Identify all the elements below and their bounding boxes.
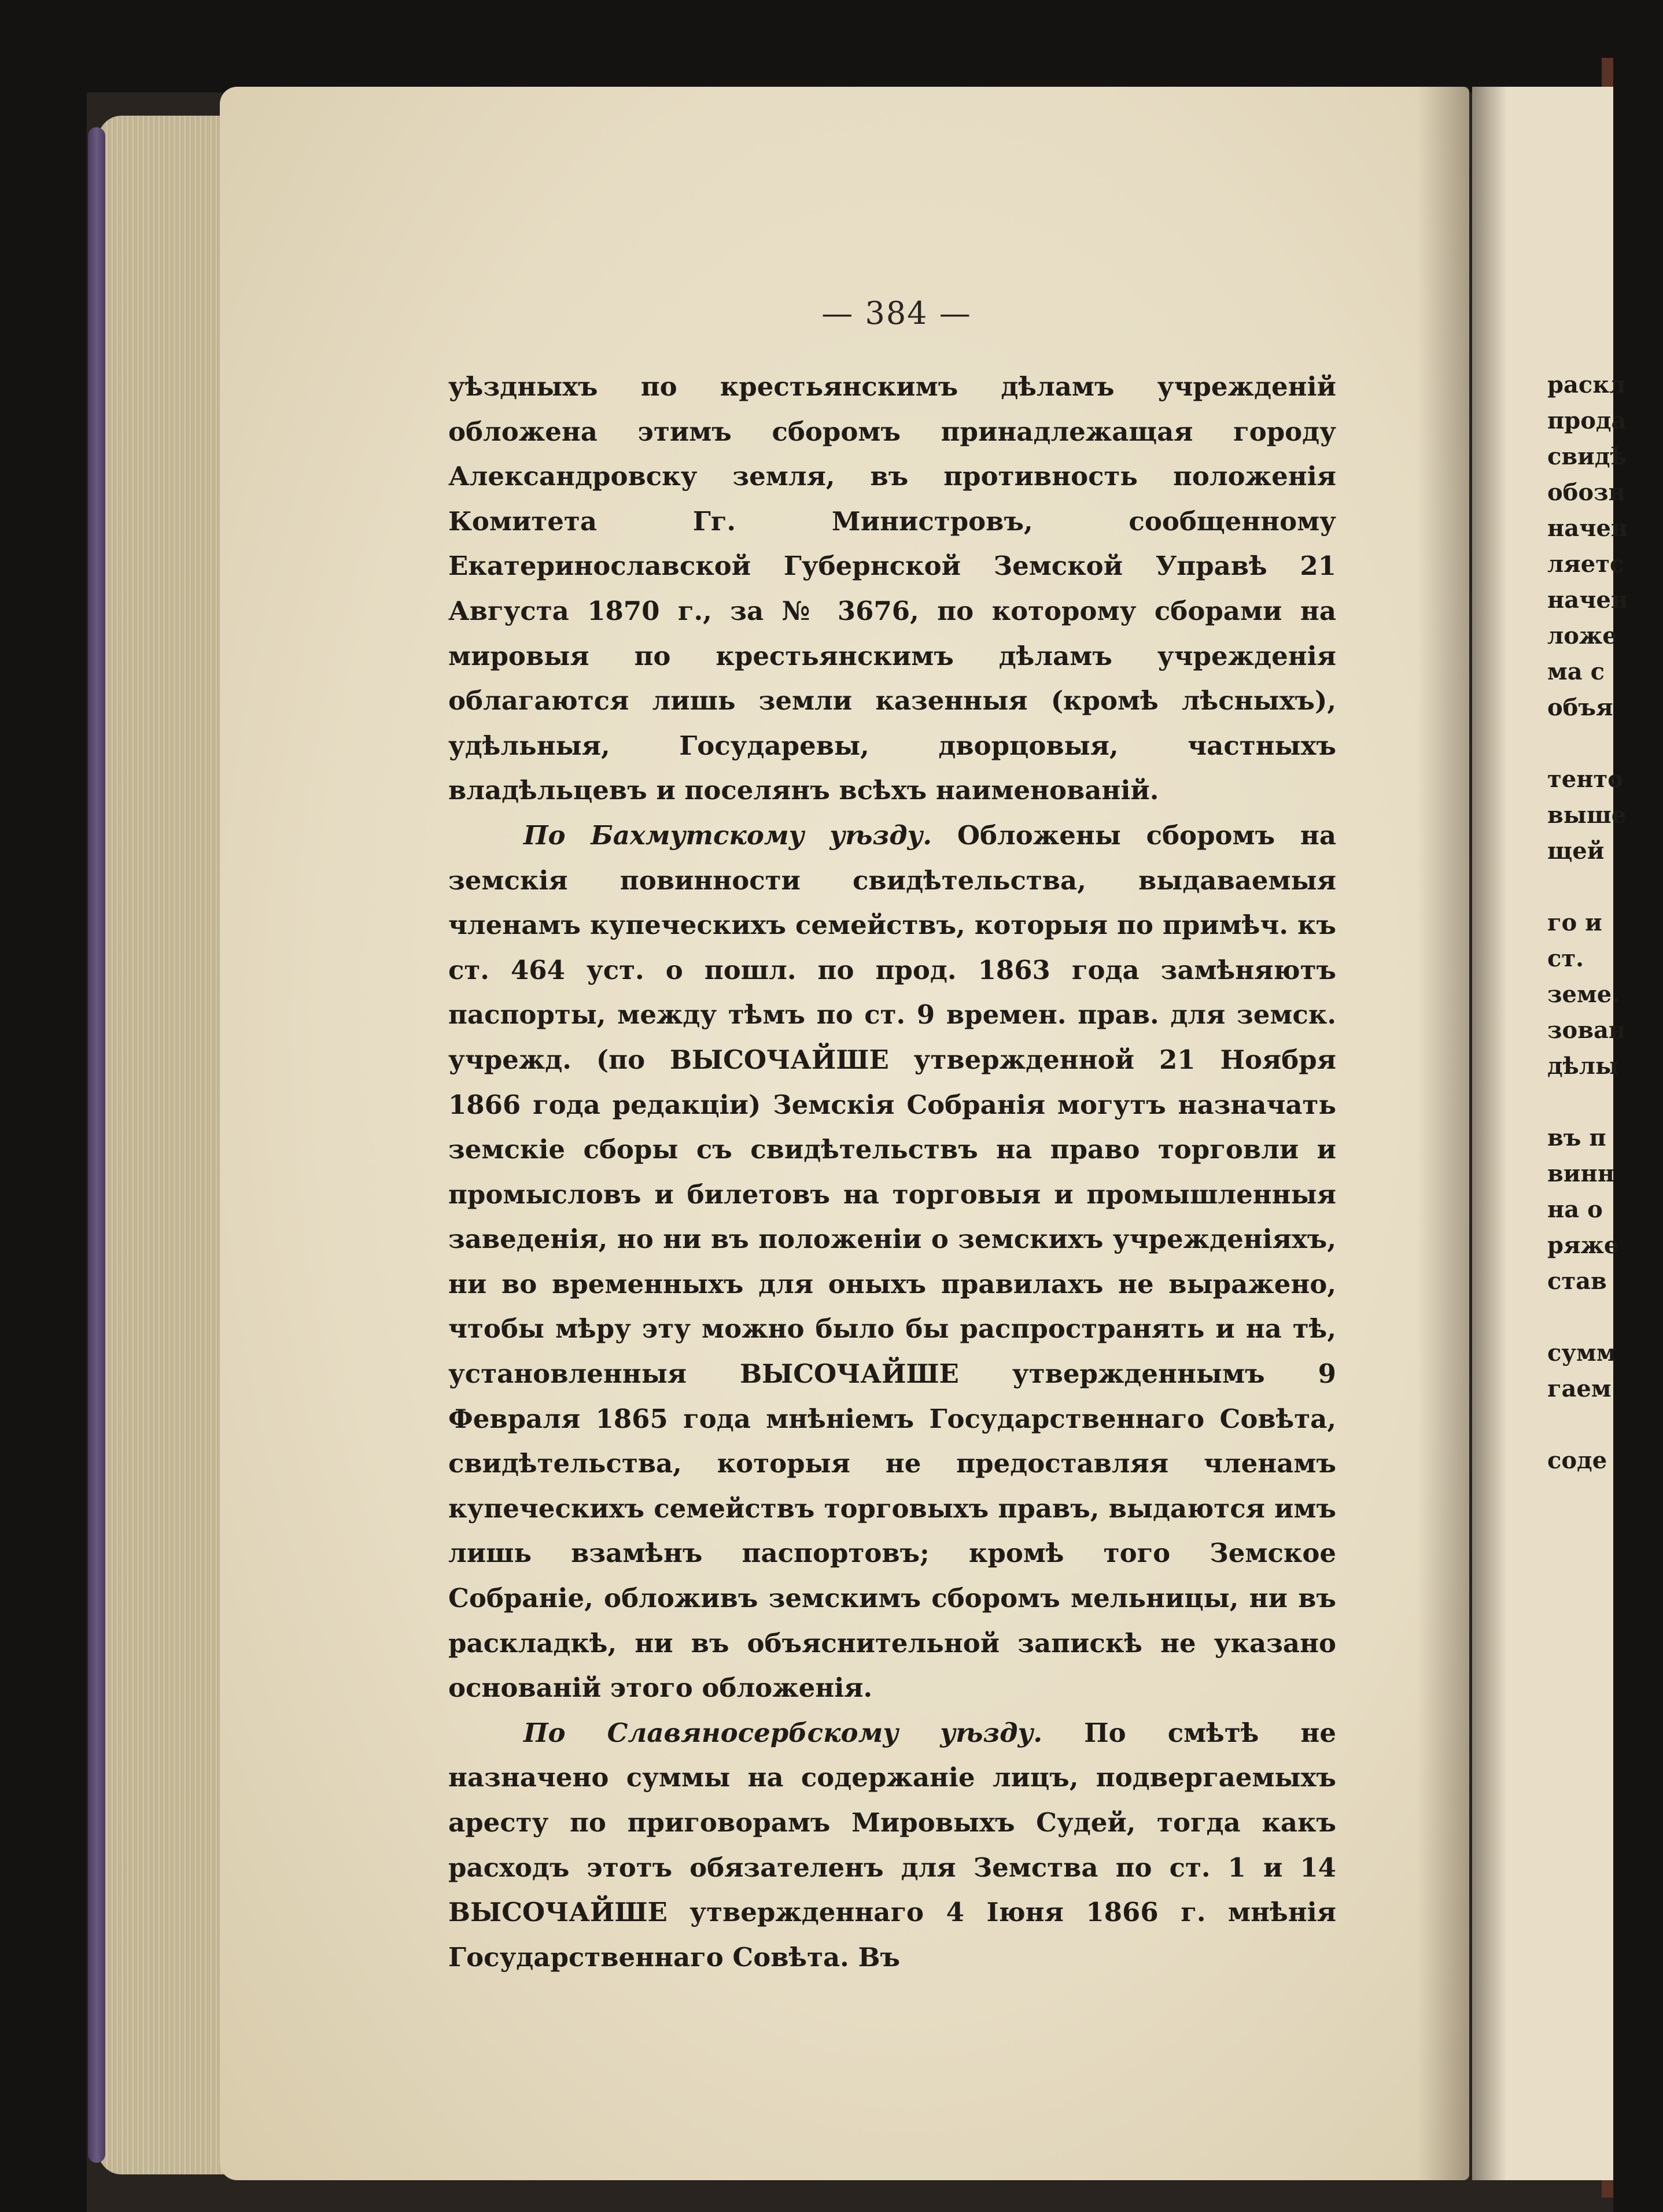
next-page-line: начен <box>1547 515 1628 542</box>
body-text <box>448 364 1336 1980</box>
paragraph-3-heading: По Славяносербскому уѣзду. <box>523 1717 1043 1748</box>
next-page-line: начен <box>1547 586 1628 614</box>
paragraph-2 <box>448 813 1336 1711</box>
next-page-text <box>1547 367 1663 1479</box>
paragraph-3 <box>448 1711 1336 1980</box>
next-page-line <box>1547 1299 1663 1335</box>
next-page-line: зован <box>1547 1017 1626 1044</box>
paragraph-1-text: уѣздныхъ по крестьянскимъ дѣламъ учрежденій обложена этимъ сборомъ принадлежащая городу Александровску земля, въ противность положенія Комитета Гг. Министровъ, сообщенному Екатеринославской Губернской Земской Управѣ 21 Августа 1870 г., за № 3676, по которому сборами на мировыя по крестьянскимъ дѣламъ учрежденія облагаются лишь земли казенныя (кромѣ лѣсныхъ), удѣльныя, Государевы, дворцовыя, частныхъ владѣльцевъ и поселянъ всѣхъ наименованій. <box>448 371 1336 806</box>
next-page-line: став <box>1547 1268 1607 1295</box>
next-page-line: щей <box>1547 837 1605 865</box>
next-page-line: въ п <box>1547 1124 1606 1151</box>
next-page-line: тенто <box>1547 766 1623 793</box>
next-page-line <box>1547 726 1663 762</box>
next-page-line: раскл <box>1547 371 1626 398</box>
next-page-line: дѣлы <box>1547 1053 1619 1080</box>
next-page-line <box>1547 1407 1663 1443</box>
next-page-line: выше <box>1547 802 1627 829</box>
next-page-line: гаем <box>1547 1375 1612 1402</box>
next-page-line: ст. <box>1547 945 1584 972</box>
paragraph-2-text: Обложены сборомъ на земскія повинности свидѣтельства, выдаваемыя членамъ купеческихъ семействъ, которыя по примѣч. къ ст. 464 уст. о пошл. по прод. 1863 года замѣняютъ паспорты, между тѣмъ по ст. 9 времен. прав. для земск. учрежд. (по ВЫСОЧАЙШЕ утвержденной 21 Ноября 1866 года редакціи) Земскія Собранія могутъ назначать земскіе сборы съ свидѣтельствъ на право торговли и промысловъ и билетовъ на торговыя и промышленныя заведенія, но ни въ положеніи о земскихъ учрежденіяхъ, ни во временныхъ для оныхъ правилахъ не выражено, чтобы мѣру эту можно было бы распространять и на тѣ, установленныя ВЫСОЧАЙШЕ утвержденнымъ 9 Февраля 1865 года мнѣніемъ Государственнаго Совѣта, свидѣтельства, которыя не предоставляя членамъ купеческихъ семействъ торговыхъ правъ, выдаются имъ лишь взамѣнъ паспортовъ; кромѣ того Земское Собраніе, обложивъ земскимъ сборомъ мельницы, ни въ раскладкѣ, ни въ объяснительной запискѣ не указано основаній этого обложенія. <box>448 819 1336 1704</box>
next-page-line: земе. <box>1547 981 1620 1008</box>
next-page-line: свидѣ <box>1547 443 1627 470</box>
paragraph-3-text: По смѣтѣ не назначено суммы на содержаніе лицъ, подвергаемыхъ аресту по приговорамъ Мировыхъ Судей, тогда какъ расходъ этотъ обязателенъ для Земства по ст. 1 и 14 ВЫСОЧАЙШЕ утвержденнаго 4 Іюня 1866 г. мнѣнія Государственнаго Совѣта. Въ <box>448 1717 1336 1973</box>
paragraph-1 <box>448 364 1336 813</box>
next-page-line: сумм <box>1547 1339 1617 1367</box>
next-page-line: на о <box>1547 1196 1603 1223</box>
next-page-line <box>1547 1084 1663 1120</box>
next-page-line: соде <box>1547 1447 1607 1474</box>
next-page-line: обозн <box>1547 479 1625 506</box>
next-page-line: винн <box>1547 1160 1615 1187</box>
next-page-line: ложе <box>1547 622 1617 649</box>
next-page-line: ма с <box>1547 658 1605 685</box>
paragraph-2-heading: По Бахмутскому уѣзду. <box>523 819 932 851</box>
next-page-line: объя <box>1547 694 1613 721</box>
next-page-line: ряже <box>1547 1232 1619 1259</box>
next-page-line: прода <box>1547 407 1627 434</box>
next-page-line <box>1547 869 1663 905</box>
next-page-line: ляетс <box>1547 551 1624 578</box>
page-number: — 384 — <box>821 295 972 331</box>
next-page-line: го и <box>1547 909 1602 936</box>
